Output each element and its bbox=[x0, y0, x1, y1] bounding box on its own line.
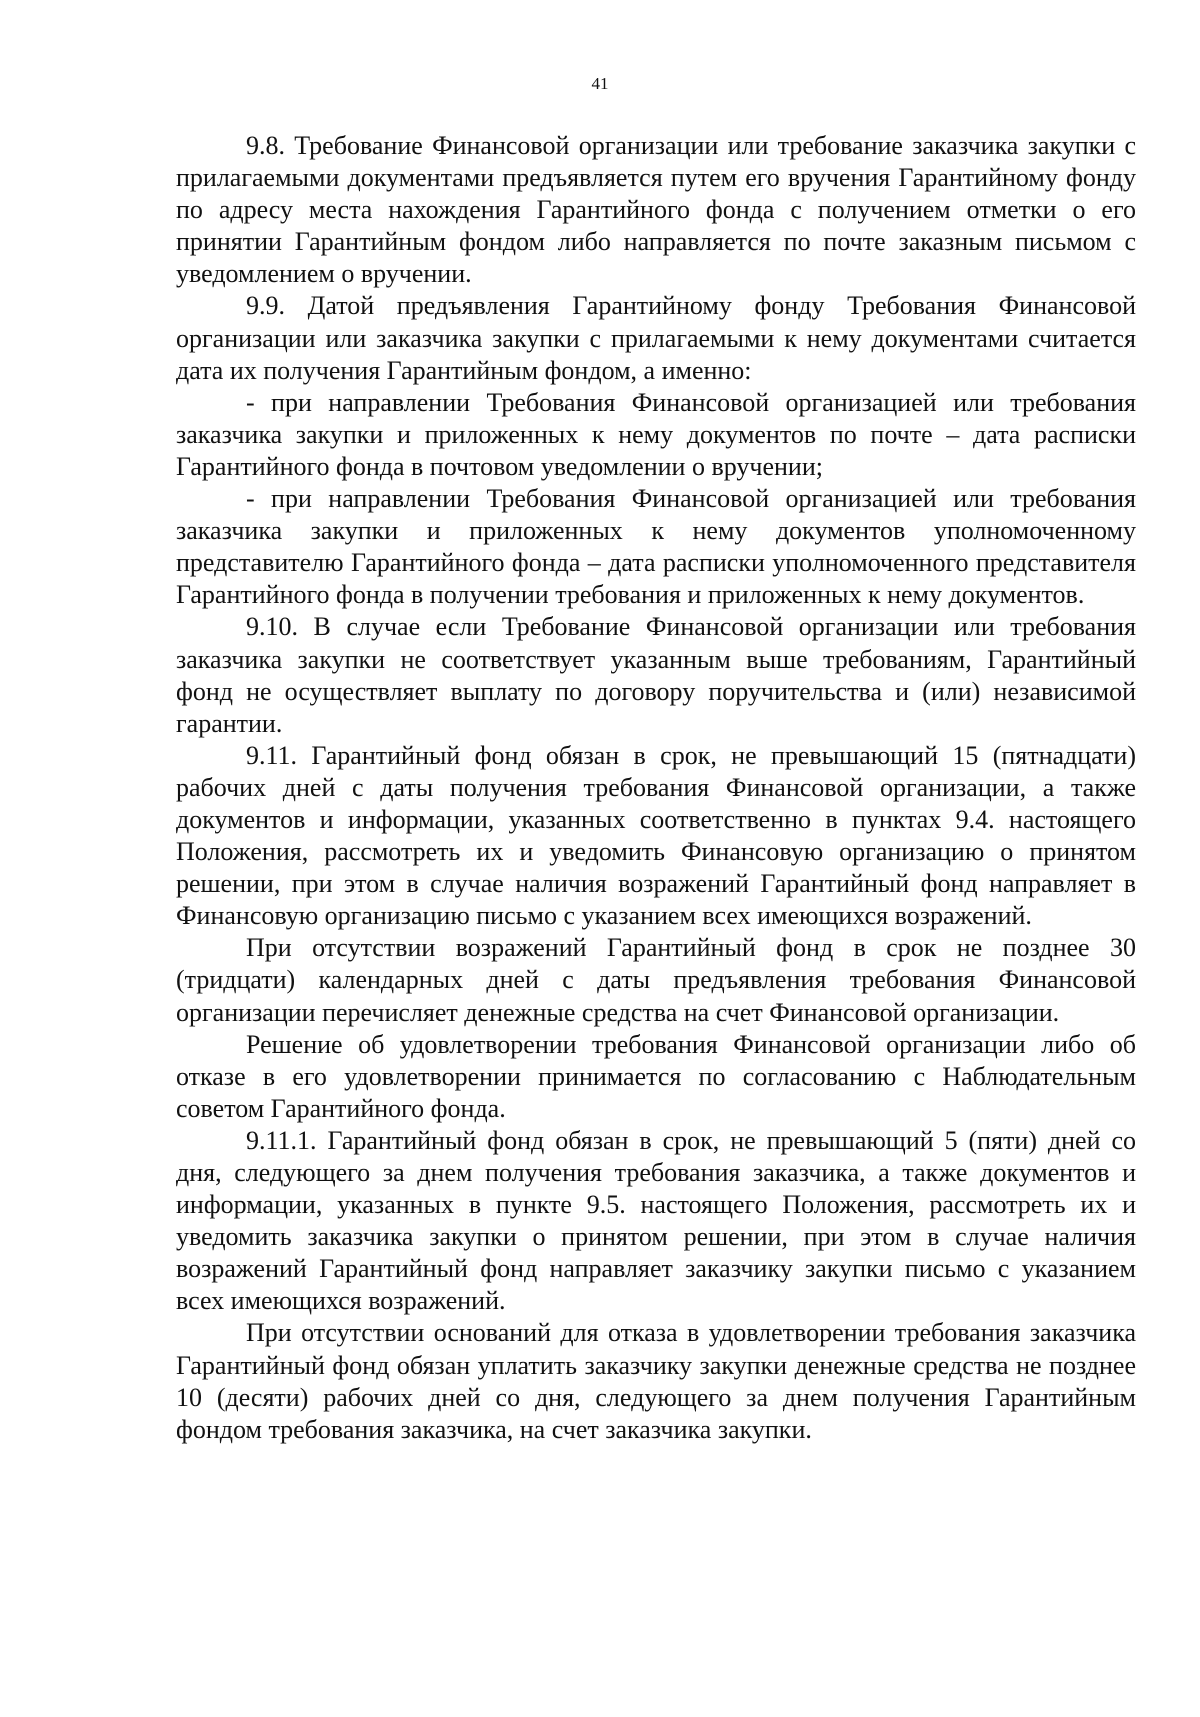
paragraph-9-11: 9.11. Гарантийный фонд обязан в срок, не превышающий 15 (пятнадцати) рабочих дней с даты получения требования Финансовой организации, а также документов и информации, указанных соответственно в пунктах 9.4. настоящего Положения, рассмотреть их и уведомить Финансовую организацию о принятом решении, при этом в случае наличия возражений Гарантийный фонд направляет в Финансовую организацию письмо с указанием всех имеющихся возражений. bbox=[176, 740, 1136, 931]
paragraph-9-10: 9.10. В случае если Требование Финансовой организации или требования заказчика закупки не соответствует указанным выше требованиям, Гарантийный фонд не осуществляет выплату по договору поручительства и (или) независимой гарантии. bbox=[176, 612, 1136, 738]
paragraph-9-11-1-payment: При отсутствии оснований для отказа в удовлетворении требования заказчика Гарантийный фонд обязан уплатить заказчику закупки денежные средства не позднее 10 (десяти) рабочих дней со дня, следующего за днем получения Гарантийным фондом требования заказчика, на счет заказчика закупки. bbox=[176, 1318, 1136, 1444]
paragraph-9-9-item-representative: - при направлении Требования Финансовой организацией или требования заказчика закупки и приложенных к нему документов уполномоченному представителю Гарантийного фонда – дата расписки уполномоченного представителя Гарантийного фонда в получении требования и приложенных к нему документов. bbox=[176, 484, 1136, 610]
page-number: 41 bbox=[591, 74, 609, 93]
paragraph-9-8: 9.8. Требование Финансовой организации или требование заказчика закупки с прилагаемыми документами предъявляется путем его вручения Гарантийному фонду по адресу места нахождения Гарантийного фонда с получением отметки о его принятии Гарантийным фондом либо направляется по почте заказным письмом с уведомлением о вручении. bbox=[176, 131, 1136, 289]
paragraph-9-11-no-objections: При отсутствии возражений Гарантийный фонд в срок не позднее 30 (тридцати) календарных дней с даты предъявления требования Финансовой организации перечисляет денежные средства на счет Финансовой организации. bbox=[176, 933, 1136, 1027]
paragraph-9-9: 9.9. Датой предъявления Гарантийному фонду Требования Финансовой организации или заказчика закупки с прилагаемыми к нему документами считается дата их получения Гарантийным фондом, а именно: bbox=[176, 291, 1136, 385]
paragraph-9-11-1: 9.11.1. Гарантийный фонд обязан в срок, не превышающий 5 (пяти) дней со дня, следующего за днем получения требования заказчика, а также документов и информации, указанных в пункте 9.5. настоящего Положения, рассмотреть их и уведомить заказчика закупки о принятом решении, при этом в случае наличия возражений Гарантийный фонд направляет заказчику закупки письмо с указанием всех имеющихся возражений. bbox=[176, 1125, 1136, 1316]
paragraph-9-9-item-post: - при направлении Требования Финансовой организацией или требования заказчика закупки и приложенных к нему документов по почте – дата расписки Гарантийного фонда в почтовом уведомлении о вручении; bbox=[176, 387, 1136, 481]
document-body bbox=[176, 130, 1136, 1446]
paragraph-9-11-decision: Решение об удовлетворении требования Финансовой организации либо об отказе в его удовлетворении принимается по согласованию с Наблюдательным советом Гарантийного фонда. bbox=[176, 1029, 1136, 1123]
